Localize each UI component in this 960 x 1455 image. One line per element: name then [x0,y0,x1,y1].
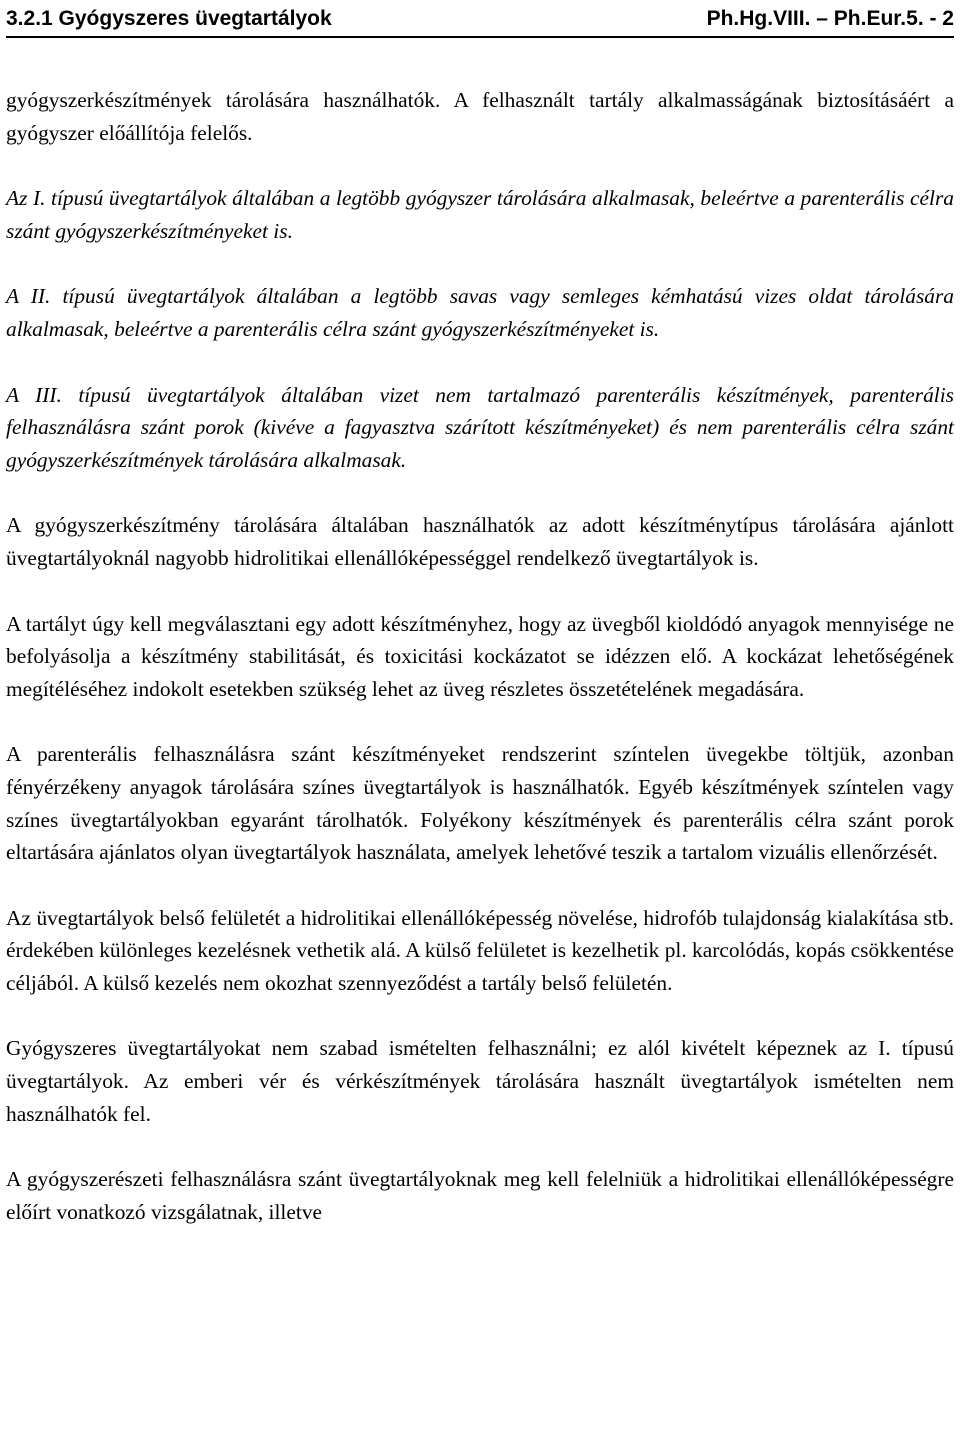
page-header [6,0,954,38]
paragraph-type-ii: A II. típusú üvegtartályok általában a legtöbb savas vagy semleges kémhatású vizes oldat tárolására alkalmasak, beleértve a parenterális célra szánt gyógyszerkészítményeket is. [6,284,954,341]
pharmacopoeia-reference: Ph.Hg.VIII. – Ph.Eur.5. - 2 [706,7,954,30]
paragraph-type-i: Az I. típusú üvegtartályok általában a legtöbb gyógyszer tárolására alkalmasak, beleértve a parenterális célra szánt gyógyszerkészítményeket is. [6,186,954,243]
paragraph-reuse: Gyógyszeres üvegtartályokat nem szabad ismételten felhasználni; ez alól kivételt képeznek az I. típusú üvegtartályok. Az emberi vér és vérkészítmények tárolására használt üvegtartályok ismételten nem használhatók fel. [6,1036,954,1126]
paragraph-intro: gyógyszerkészítmények tárolására használhatók. A felhasznált tartály alkalmasságának biztosításáért a gyógyszer előállítója felelős. [6,88,954,145]
paragraph-coloured-glass: A parenterális felhasználásra szánt készítményeket rendszerint színtelen üvegekbe töltjük, azonban fényérzékeny anyagok tárolására színes üvegtartályok is használhatók. Egyéb készítmények színtelen vagy színes üvegtartályokban egyaránt tárolhatók. Folyékony készítmények és parenterális célra szánt porok eltartására ajánlatos olyan üvegtartályok használata, amelyek lehetővé teszik a tartalom vizuális ellenőrzését. [6,742,954,865]
paragraph-requirements: A gyógyszerészeti felhasználásra szánt üvegtartályoknak meg kell felelniük a hidrolitikai ellenállóképességre előírt vonatkozó vizsgálatnak, illetve [6,1167,954,1224]
section-title: 3.2.1 Gyógyszeres üvegtartályok [6,7,332,30]
paragraph-higher-resistance: A gyógyszerkészítmény tárolására általában használhatók az adott készítménytípus tárolására ajánlott üvegtartályoknál nagyobb hidrolitikai ellenállóképességgel rendelkező üvegtartályok is. [6,513,954,570]
paragraph-container-selection: A tartályt úgy kell megválasztani egy adott készítményhez, hogy az üvegből kioldódó anyagok mennyisége ne befolyásolja a készítmény stabilitását, és toxicitási kockázatot se idézzen elő. A kockázat lehetőségének megítéléséhez indokolt esetekben szükség lehet az üveg részletes összetételének megadására. [6,611,954,701]
paragraph-surface-treatment: Az üvegtartályok belső felületét a hidrolitikai ellenállóképesség növelése, hidrofób tulajdonság kialakítása stb. érdekében különleges kezelésnek vethetik alá. A külső felületet is kezelhetik pl. karcolódás, kopás csökkentése céljából. A külső kezelés nem okozhat szennyeződést a tartály belső felületén. [6,905,954,995]
document-page [6,0,954,1228]
paragraph-type-iii: A III. típusú üvegtartályok általában vizet nem tartalmazó parenterális készítmények, parenterális felhasználásra szánt porok (kivéve a fagyasztva szárított készítményeket) és nem parenterális célra szánt gyógyszerkészítmények tárolására alkalmasak. [6,382,954,472]
document-body [6,84,954,1228]
